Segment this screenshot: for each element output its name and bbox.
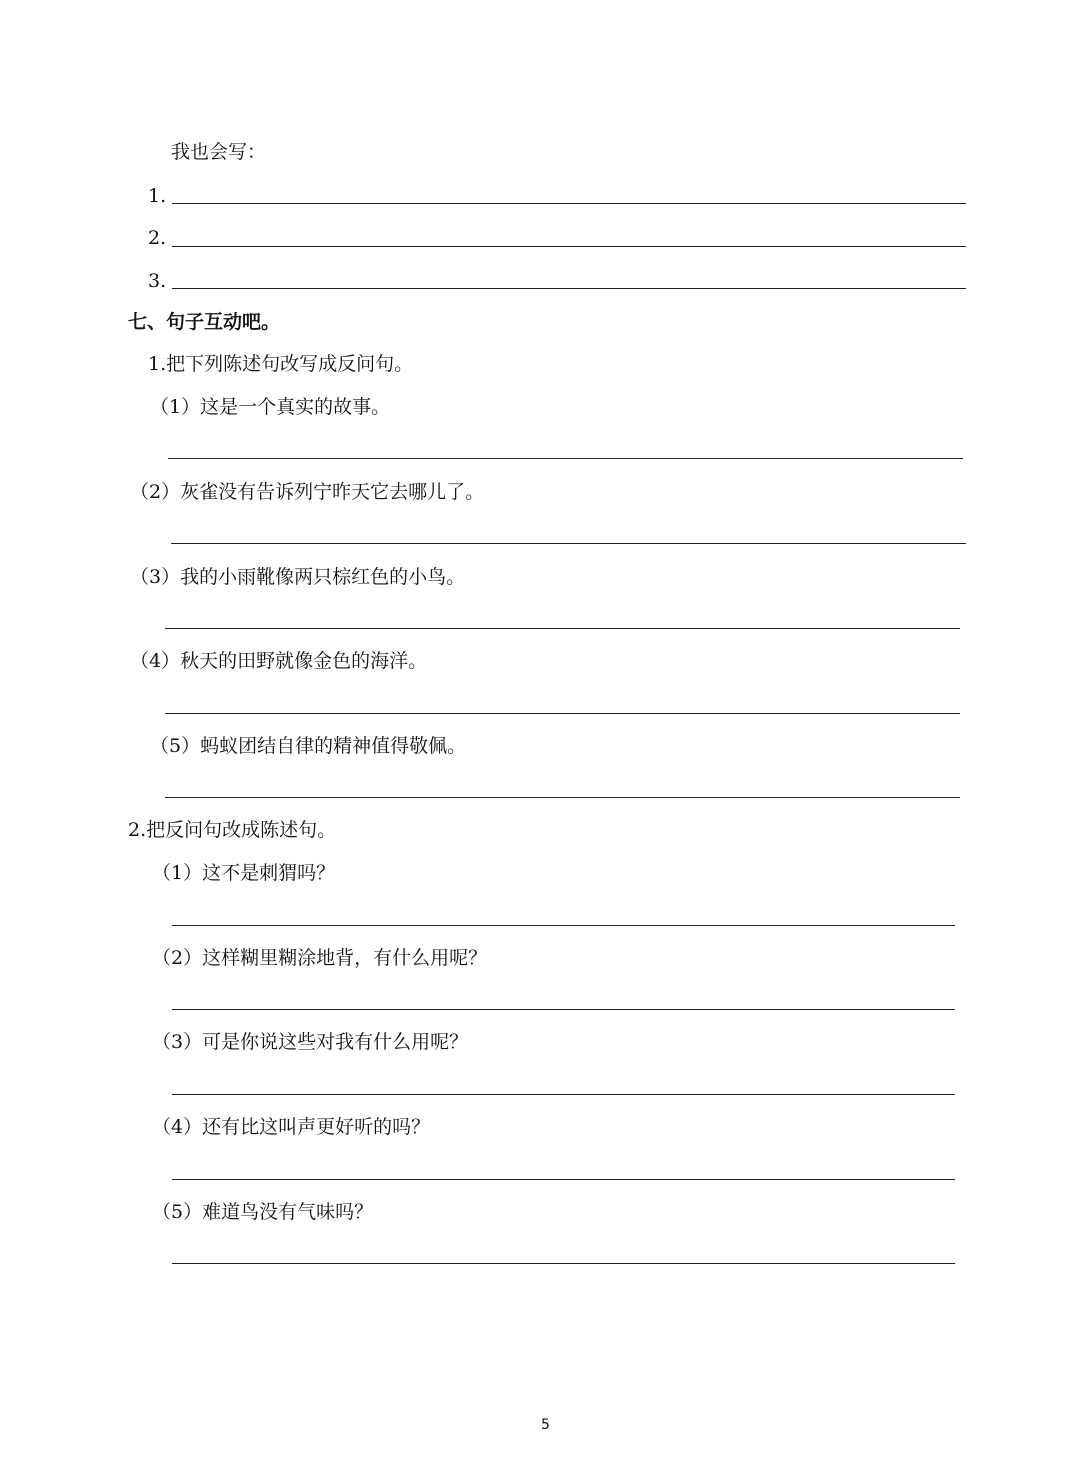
write-heading: 我也会写： (171, 141, 267, 163)
write-item-number-3: 3. (148, 270, 167, 292)
write-answer-line-3[interactable] (172, 288, 966, 289)
part2-answer-line-4[interactable] (172, 1179, 955, 1180)
part1-instruction: 1.把下列陈述句改写成反问句。 (148, 353, 414, 375)
part2-question-3: （3）可是你说这些对我有什么用呢？ (152, 1031, 469, 1053)
part1-answer-line-2[interactable] (171, 543, 966, 544)
part2-instruction: 2.把反问句改成陈述句。 (128, 819, 337, 841)
write-item-number-1: 1. (148, 185, 167, 207)
part1-question-4: （4）秋天的田野就像金色的海洋。 (130, 650, 428, 672)
part2-answer-line-1[interactable] (172, 925, 955, 926)
part1-answer-line-5[interactable] (165, 797, 960, 798)
part1-question-3: （3）我的小雨靴像两只棕红色的小鸟。 (130, 566, 466, 588)
part2-answer-line-5[interactable] (172, 1263, 955, 1264)
part1-question-1: （1）这是一个真实的故事。 (150, 396, 391, 418)
part2-answer-line-2[interactable] (172, 1009, 955, 1010)
section-title: 七、句子互动吧。 (128, 311, 281, 333)
part1-question-5: （5）蚂蚁团结自律的精神值得敬佩。 (150, 735, 467, 757)
part2-question-2: （2）这样糊里糊涂地背，有什么用呢？ (152, 947, 488, 969)
part1-answer-line-4[interactable] (165, 713, 960, 714)
write-item-number-2: 2. (148, 227, 167, 249)
part2-question-1: （1）这不是刺猬吗？ (152, 862, 336, 884)
write-answer-line-2[interactable] (172, 246, 966, 247)
write-answer-line-1[interactable] (172, 203, 966, 204)
part2-question-4: （4）还有比这叫声更好听的吗？ (152, 1116, 431, 1138)
part1-answer-line-1[interactable] (168, 458, 963, 459)
part1-answer-line-3[interactable] (165, 628, 960, 629)
part1-question-2: （2）灰雀没有告诉列宁昨天它去哪儿了。 (130, 481, 485, 503)
part2-question-5: （5）难道鸟没有气味吗？ (152, 1201, 374, 1223)
part2-answer-line-3[interactable] (172, 1094, 955, 1095)
page-number: 5 (541, 1417, 550, 1433)
